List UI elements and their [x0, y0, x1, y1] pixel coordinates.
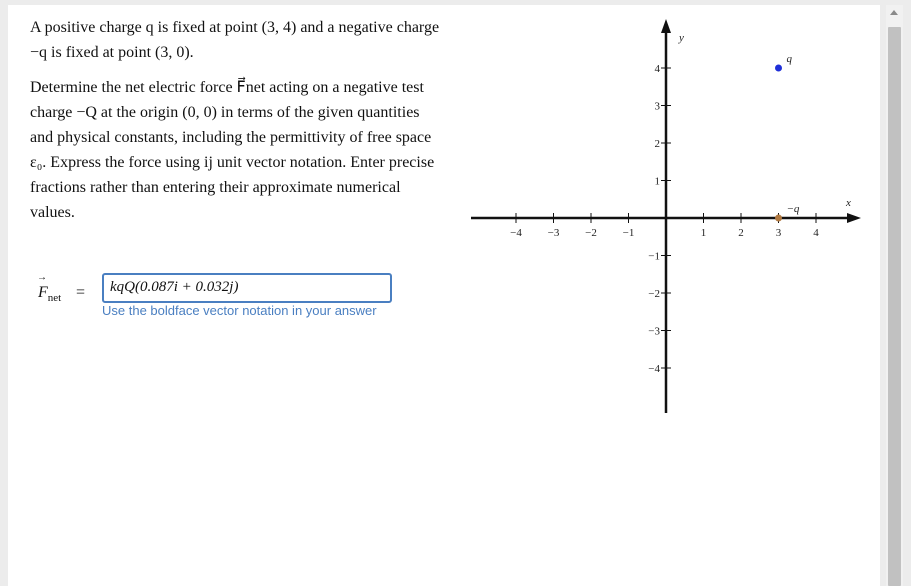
equals-sign: = [76, 284, 86, 301]
charge-label-1: q [786, 53, 792, 65]
x-tick-label: −1 [622, 227, 635, 239]
y-tick-label: −1 [648, 250, 660, 263]
charge-point-1 [775, 65, 782, 72]
y-tick-label: −2 [648, 288, 660, 300]
answer-input[interactable] [102, 273, 392, 303]
x-tick-label: 1 [700, 227, 707, 239]
problem-panel [8, 5, 880, 586]
charge-coordinate-plot [463, 15, 868, 415]
charge-point-2 [775, 215, 782, 222]
y-axis-label: y [679, 32, 684, 44]
charge-label-2: −q [786, 203, 800, 215]
x-tick-label: −3 [547, 227, 560, 239]
problem-paragraph-1: A positive charge q is fixed at point (3, 4) and a negative charge −q is fixed at point (3, 0). [30, 19, 440, 61]
y-tick-label: 4 [654, 63, 660, 75]
vertical-scrollbar[interactable] [886, 5, 903, 586]
problem-statement [30, 15, 440, 225]
problem-paragraph-2: Determine the net electric force F⃗net acting on a negative test charge −Q at the origin (0, 0) in terms of the given quantities and physical constants, including the permittivity of free space ε₀. Express the force using ij unit vector notation. Enter precise fractions rather than entering their approximate numerical values. [30, 79, 435, 221]
y-axis-arrow-icon [661, 19, 671, 33]
x-tick-label: 3 [775, 227, 782, 239]
answer-input-value: kqQ(0.087i + 0.032j) [110, 279, 239, 295]
x-tick-label: −4 [510, 227, 522, 239]
x-axis-arrow-icon [847, 213, 861, 223]
answer-label [38, 284, 61, 304]
scroll-up-arrow-icon[interactable] [890, 10, 898, 15]
answer-hint: Use the boldface vector notation in your answer [102, 303, 377, 318]
force-subscript: net [47, 292, 62, 305]
y-tick-label: −4 [648, 363, 660, 375]
y-tick-label: −3 [648, 325, 660, 338]
x-tick-label: 2 [738, 227, 744, 239]
scrollbar-thumb[interactable] [888, 27, 901, 586]
y-tick-label: 2 [654, 138, 660, 150]
x-tick-label: −2 [585, 227, 597, 239]
y-tick-label: 3 [654, 100, 660, 113]
y-tick-label: 1 [654, 175, 660, 188]
x-tick-label: 4 [813, 227, 819, 239]
x-axis-label: x [846, 197, 851, 209]
force-symbol: → F [38, 284, 48, 302]
